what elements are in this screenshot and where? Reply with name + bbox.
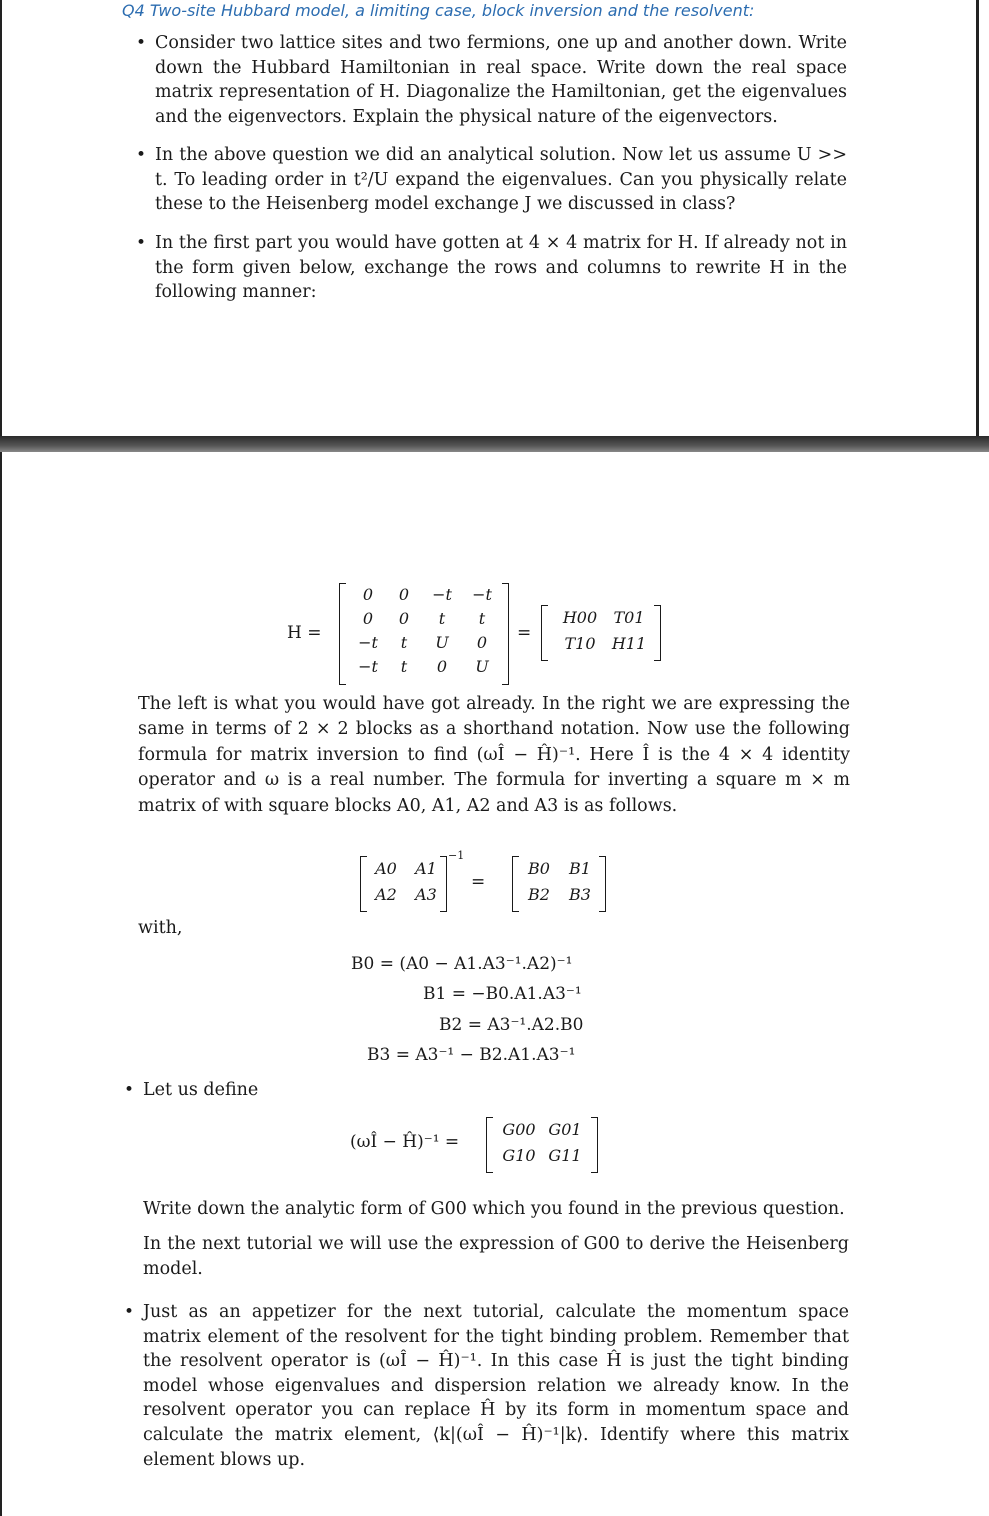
inverse-exponent: −1: [448, 849, 465, 862]
g-cell-0-0: G00: [502, 1120, 536, 1139]
block-bracket-left: [541, 605, 548, 661]
equation-b3: B3 = A3⁻¹ − B2.A1.A3⁻¹: [367, 1045, 576, 1065]
h-cell-2-2: U: [435, 633, 449, 652]
hblock-cell-0-0: H00: [562, 608, 598, 627]
h-cell-2-0: −t: [358, 633, 378, 652]
question-heading: Q4 Two-site Hubbard model, a limiting case, block inversion and the resolvent:: [122, 1, 755, 20]
a-block-matrix: [366, 858, 446, 906]
bullet-dot: •: [136, 145, 147, 165]
bullet-text: In the above question we did an analytical solution. Now let us assume U >> t. To leading order in t²/U expand the eigenvalues. Can you physically relate these to the Heisenberg model exchange J we discussed in class?: [155, 145, 847, 215]
b-cell-0-1: B1: [569, 859, 591, 878]
h-cell-2-3: 0: [476, 633, 488, 652]
bullet-rewrite-matrix: [136, 231, 847, 305]
paragraph-next-tutorial: In the next tutorial we will use the expression of G00 to derive the Heisenberg model.: [143, 1234, 849, 1280]
bullet-text: Let us define: [143, 1080, 259, 1100]
hblock-cell-0-1: T01: [613, 608, 645, 627]
g-bracket-right: [591, 1117, 598, 1173]
a-cell-1-1: A3: [415, 885, 437, 904]
a-bracket-right: [440, 856, 447, 912]
g-block-matrix: [496, 1119, 588, 1167]
h-cell-0-3: −t: [472, 585, 492, 604]
bullet-dot: •: [124, 1302, 135, 1322]
a-cell-0-0: A0: [375, 859, 397, 878]
bullet-appetizer: [124, 1300, 849, 1472]
b-block-matrix: [518, 858, 600, 906]
h-cell-1-2: t: [438, 609, 446, 628]
bullet-hubbard-hamiltonian: [136, 31, 847, 129]
h-cell-1-3: t: [478, 609, 486, 628]
page-top: [0, 0, 979, 436]
equation-b1: B1 = −B0.A1.A3⁻¹: [423, 984, 582, 1004]
bullet-text: Consider two lattice sites and two fermions, one up and another down. Write down the Hubbard Hamiltonian in real space. Write down the real space matrix representation of H. Diagonalize the Hamiltonian, get the eigenvalues and the eigenvectors. Explain the physical nature of the eigenvectors.: [155, 33, 847, 127]
a-cell-0-1: A1: [415, 859, 437, 878]
g-cell-1-1: G11: [548, 1146, 582, 1165]
b-bracket-right: [599, 856, 606, 912]
page-separator: [0, 436, 989, 452]
hamiltonian-matrix: [350, 585, 502, 677]
equals-sign: =: [471, 872, 486, 892]
h-cell-0-2: −t: [432, 585, 452, 604]
bullet-dot: •: [136, 33, 147, 53]
h-cell-1-0: 0: [362, 609, 374, 628]
g-cell-0-1: G01: [548, 1120, 582, 1139]
a-cell-1-0: A2: [375, 885, 397, 904]
block-bracket-right: [654, 605, 661, 661]
h-cell-0-0: 0: [362, 585, 374, 604]
bullet-text: In the first part you would have gotten at 4 × 4 matrix for H. If already not in the form given below, exchange the rows and columns to rewrite H in the following manner:: [155, 233, 847, 303]
bullet-dot: •: [136, 233, 147, 253]
equals-sign: =: [517, 623, 532, 643]
h-cell-1-1: 0: [398, 609, 410, 628]
b-cell-1-1: B3: [569, 885, 591, 904]
hblock-cell-1-0: T10: [564, 634, 596, 653]
b-cell-0-0: B0: [528, 859, 550, 878]
with-label: with,: [138, 918, 183, 938]
h-cell-3-2: 0: [436, 657, 448, 676]
matrix-bracket-right: [502, 583, 509, 685]
block-matrix: [554, 607, 652, 655]
b-cell-1-0: B2: [528, 885, 550, 904]
bullet-text: Just as an appetizer for the next tutorial, calculate the momentum space matrix element of the resolvent for the tight binding problem. Remember that the resolvent operator is (ωÎ − Ĥ)⁻¹. In this case Ĥ is just the tight binding model whose eigenvalues and dispersion relation we already know. In the resolvent operator you can replace Ĥ by its form in momentum space and calculate the matrix element, ⟨k|(ωÎ − Ĥ)⁻¹|k⟩. Identify where this matrix element blows up.: [143, 1302, 849, 1470]
h-cell-3-1: t: [400, 657, 408, 676]
h-cell-3-3: U: [475, 657, 489, 676]
g-bracket-left: [486, 1117, 493, 1173]
resolvent-lhs: (ωÎ − Ĥ)⁻¹ =: [350, 1132, 460, 1152]
equation-b0: B0 = (A0 − A1.A3⁻¹.A2)⁻¹: [351, 954, 573, 974]
g-cell-1-0: G10: [502, 1146, 536, 1165]
h-cell-3-0: −t: [358, 657, 378, 676]
bullet-large-u-limit: [136, 143, 847, 217]
h-cell-0-1: 0: [398, 585, 410, 604]
paragraph-g00: Write down the analytic form of G00 which you found in the previous question.: [143, 1199, 845, 1219]
h-cell-2-1: t: [400, 633, 408, 652]
h-equals-label: H =: [287, 623, 322, 643]
paragraph-block-notation: The left is what you would have got already. In the right we are expressing the same in terms of 2 × 2 blocks as a shorthand notation. Now use the following formula for matrix inversion to find (ωÎ − Ĥ)⁻¹. Here Î is the 4 × 4 identity operator and ω is a real number. The formula for inverting a square m × m matrix of with square blocks A0, A1, A2 and A3 is as follows.: [138, 694, 850, 816]
matrix-bracket-left: [339, 583, 346, 685]
bullet-dot: •: [124, 1080, 135, 1100]
hblock-cell-1-1: H11: [611, 634, 647, 653]
equation-b2: B2 = A3⁻¹.A2.B0: [439, 1015, 584, 1035]
bullet-let-us-define: [124, 1078, 259, 1103]
